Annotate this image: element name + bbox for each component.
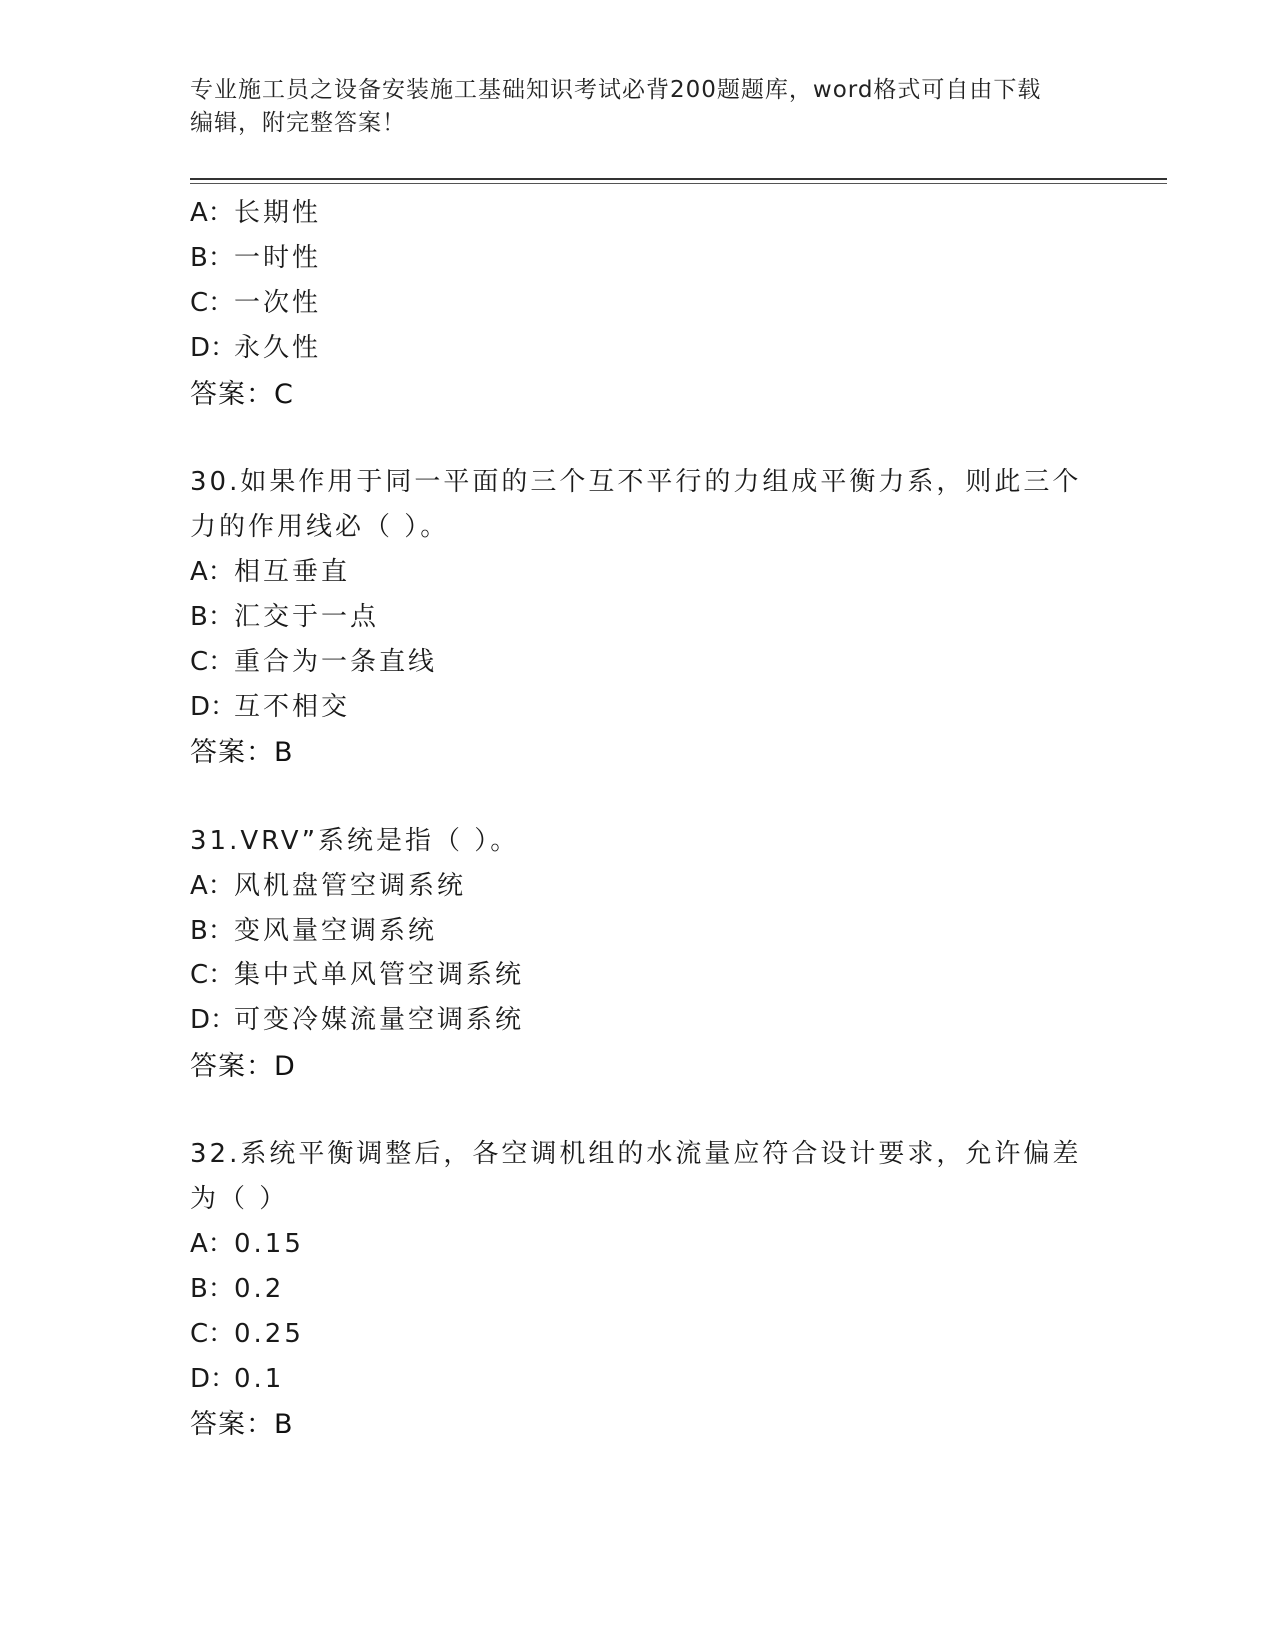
q32-option-d <box>190 1358 284 1395</box>
question-stem: 30.如果作用于同一平面的三个互不平行的力组成平衡力系，则此三个 <box>190 467 1082 497</box>
option-letter: A： <box>190 557 234 587</box>
question-stem: 力的作用线必（ ）。 <box>190 512 450 542</box>
q31-option-b <box>190 910 437 947</box>
q32-option-b <box>190 1268 284 1305</box>
option-text: 0.1 <box>234 1364 285 1394</box>
answer-label: 答案： <box>190 737 274 768</box>
answer-label: 答案： <box>190 1409 274 1440</box>
option-text: 0.2 <box>234 1274 285 1304</box>
option-text: 长期性 <box>234 198 322 228</box>
option-text: 汇交于一点 <box>234 602 380 632</box>
q30-answer <box>190 730 293 769</box>
document-header <box>190 74 1090 140</box>
header-rule-thin <box>190 183 1167 184</box>
q29-option-a <box>190 192 321 229</box>
option-letter: C： <box>190 960 235 990</box>
answer-label: 答案： <box>190 1051 274 1082</box>
q32-option-a <box>190 1223 304 1260</box>
q31-stem-line-1 <box>190 820 519 857</box>
q31-answer <box>190 1044 295 1083</box>
question-stem: 31.VRV”系统是指（ ）。 <box>190 826 520 856</box>
q29-option-d <box>190 327 321 364</box>
option-letter: A： <box>190 198 234 228</box>
option-letter: A： <box>190 871 234 901</box>
option-text: 永久性 <box>234 333 322 363</box>
option-letter: D： <box>190 1005 237 1035</box>
option-letter: C： <box>190 288 235 318</box>
option-letter: D： <box>190 692 237 722</box>
answer-value: C <box>274 379 293 410</box>
option-letter: B： <box>190 602 234 632</box>
answer-value: B <box>274 737 293 768</box>
option-letter: B： <box>190 916 234 946</box>
option-text: 集中式单风管空调系统 <box>234 960 525 990</box>
q32-answer <box>190 1402 293 1441</box>
q32-stem-line-1 <box>190 1133 1081 1170</box>
header-rule-thick <box>190 178 1167 180</box>
answer-value: D <box>274 1051 295 1082</box>
option-letter: B： <box>190 1274 234 1304</box>
option-text: 一时性 <box>234 243 322 273</box>
q31-option-d <box>190 999 524 1036</box>
option-letter: C： <box>190 647 235 677</box>
q30-stem-line-1 <box>190 461 1081 498</box>
q32-option-c <box>190 1313 304 1350</box>
header-line-2: 编辑，附完整答案！ <box>190 110 406 136</box>
q30-stem-line-2 <box>190 506 449 543</box>
q29-option-b <box>190 237 321 274</box>
answer-value: B <box>274 1409 293 1440</box>
option-letter: B： <box>190 243 234 273</box>
q30-option-b <box>190 596 379 633</box>
option-text: 相互垂直 <box>234 557 351 587</box>
option-text: 互不相交 <box>234 692 351 722</box>
question-stem: 32.系统平衡调整后，各空调机组的水流量应符合设计要求，允许偏差 <box>190 1139 1082 1169</box>
q30-option-c <box>190 641 437 678</box>
q31-option-c <box>190 954 524 991</box>
question-stem: 为（ ） <box>190 1184 289 1214</box>
option-letter: D： <box>190 333 237 363</box>
option-letter: C： <box>190 1319 235 1349</box>
option-text: 变风量空调系统 <box>234 916 438 946</box>
q30-option-a <box>190 551 350 588</box>
option-letter: D： <box>190 1364 237 1394</box>
option-text: 重合为一条直线 <box>234 647 438 677</box>
q32-stem-line-2 <box>190 1178 288 1215</box>
answer-label: 答案： <box>190 379 274 410</box>
option-text: 0.15 <box>234 1229 304 1259</box>
option-text: 风机盘管空调系统 <box>234 871 467 901</box>
q30-option-d <box>190 686 350 723</box>
option-text: 可变冷媒流量空调系统 <box>234 1005 525 1035</box>
header-line-1: 专业施工员之设备安装施工基础知识考试必背200题题库，word格式可自由下载 <box>190 77 1042 103</box>
q29-option-c <box>190 282 321 319</box>
option-text: 0.25 <box>234 1319 304 1349</box>
q29-answer <box>190 372 293 411</box>
q31-option-a <box>190 865 466 902</box>
option-text: 一次性 <box>234 288 322 318</box>
option-letter: A： <box>190 1229 234 1259</box>
